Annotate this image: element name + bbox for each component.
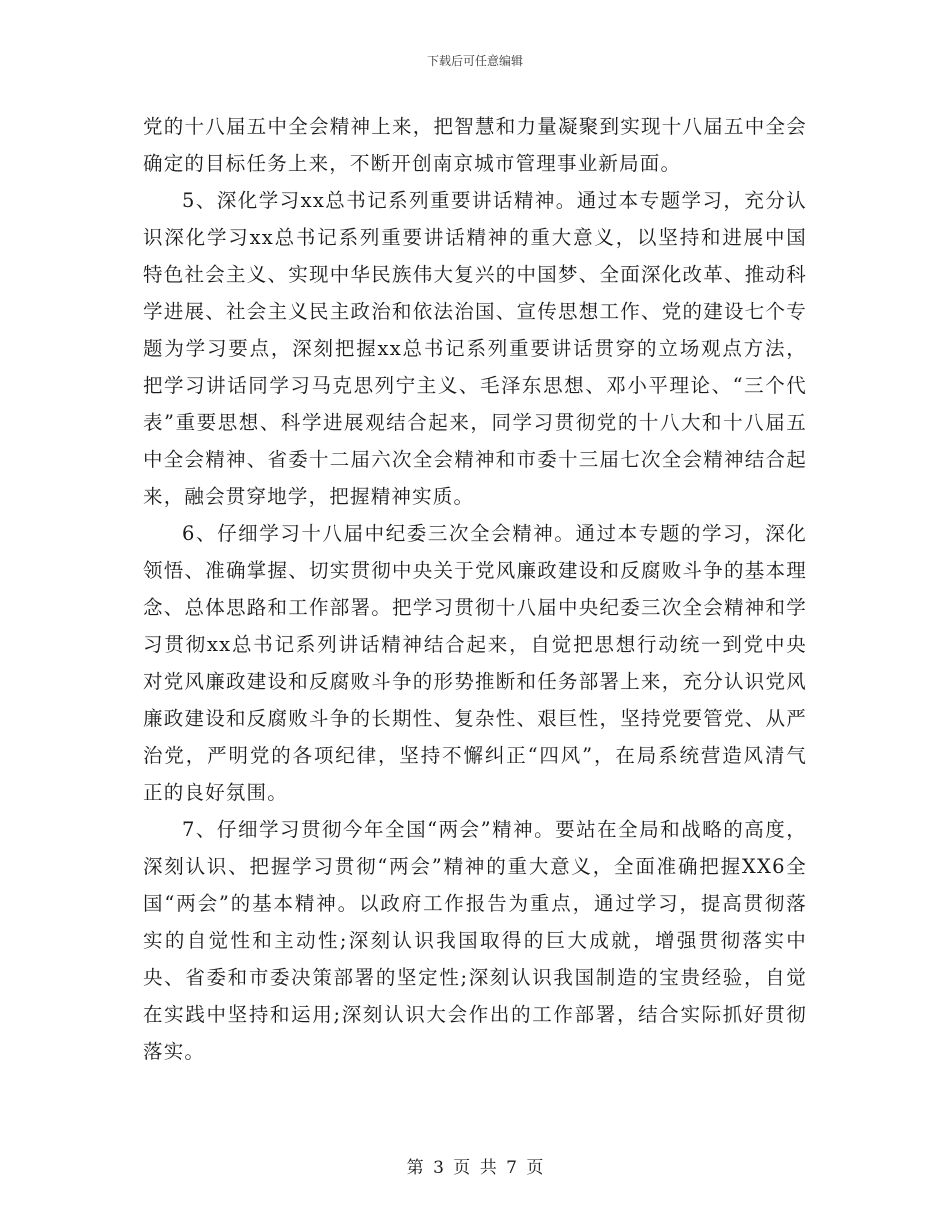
document-body: [143, 108, 807, 1070]
page-header: 下载后可任意编辑: [426, 54, 523, 68]
page-number-footer: 第 3 页 共 7 页: [406, 1158, 544, 1178]
paragraph-item-6: 6、仔细学习十八届中纪委三次全会精神。通过本专题的学习，深化领悟、准确掌握、切实贯彻中央关于党风廉政建设和反腐败斗争的基本理念、总体思路和工作部署。把学习贯彻十八届中央纪委三次全会精神和学习贯彻xx总书记系列讲话精神结合起来，自觉把思想行动统一到党中央对党风廉政建设和反腐败斗争的形势推断和任务部署上来，充分认识党风廉政建设和反腐败斗争的长期性、复杂性、艰巨性，坚持党要管党、从严治党，严明党的各项纪律，坚持不懈纠正“四风”，在局系统营造风清气正的良好氛围。: [143, 522, 807, 804]
paragraph-item-5: 5、深化学习xx总书记系列重要讲话精神。通过本专题学习，充分认识深化学习xx总书记系列重要讲话精神的重大意义，以坚持和进展中国特色社会主义、实现中华民族伟大复兴的中国梦、全面深化改革、推动科学进展、社会主义民主政治和依法治国、宣传思想工作、党的建设七个专题为学习要点，深刻把握xx总书记系列重要讲话贯穿的立场观点方法，把学习讲话同学习马克思列宁主义、毛泽东思想、邓小平理论、“三个代表”重要思想、科学进展观结合起来，同学习贯彻党的十八大和十八届五中全会精神、省委十二届六次全会精神和市委十三届七次全会精神结合起来，融会贯穿地学，把握精神实质。: [143, 189, 807, 508]
paragraph-item-7: 7、仔细学习贯彻今年全国“两会”精神。要站在全局和战略的高度，深刻认识、把握学习贯彻“两会”精神的重大意义，全面准确把握XX6全国“两会”的基本精神。以政府工作报告为重点，通过学习，提高贯彻落实的自觉性和主动性;深刻认识我国取得的巨大成就，增强贯彻落实中央、省委和市委决策部署的坚定性;深刻认识我国制造的宝贵经验，自觉在实践中坚持和运用;深刻认识大会作出的工作部署，结合实际抓好贯彻落实。: [143, 818, 807, 1063]
paragraph-continuation: 党的十八届五中全会精神上来，把智慧和力量凝聚到实现十八届五中全会确定的目标任务上来，不断开创南京城市管理事业新局面。: [143, 115, 807, 175]
